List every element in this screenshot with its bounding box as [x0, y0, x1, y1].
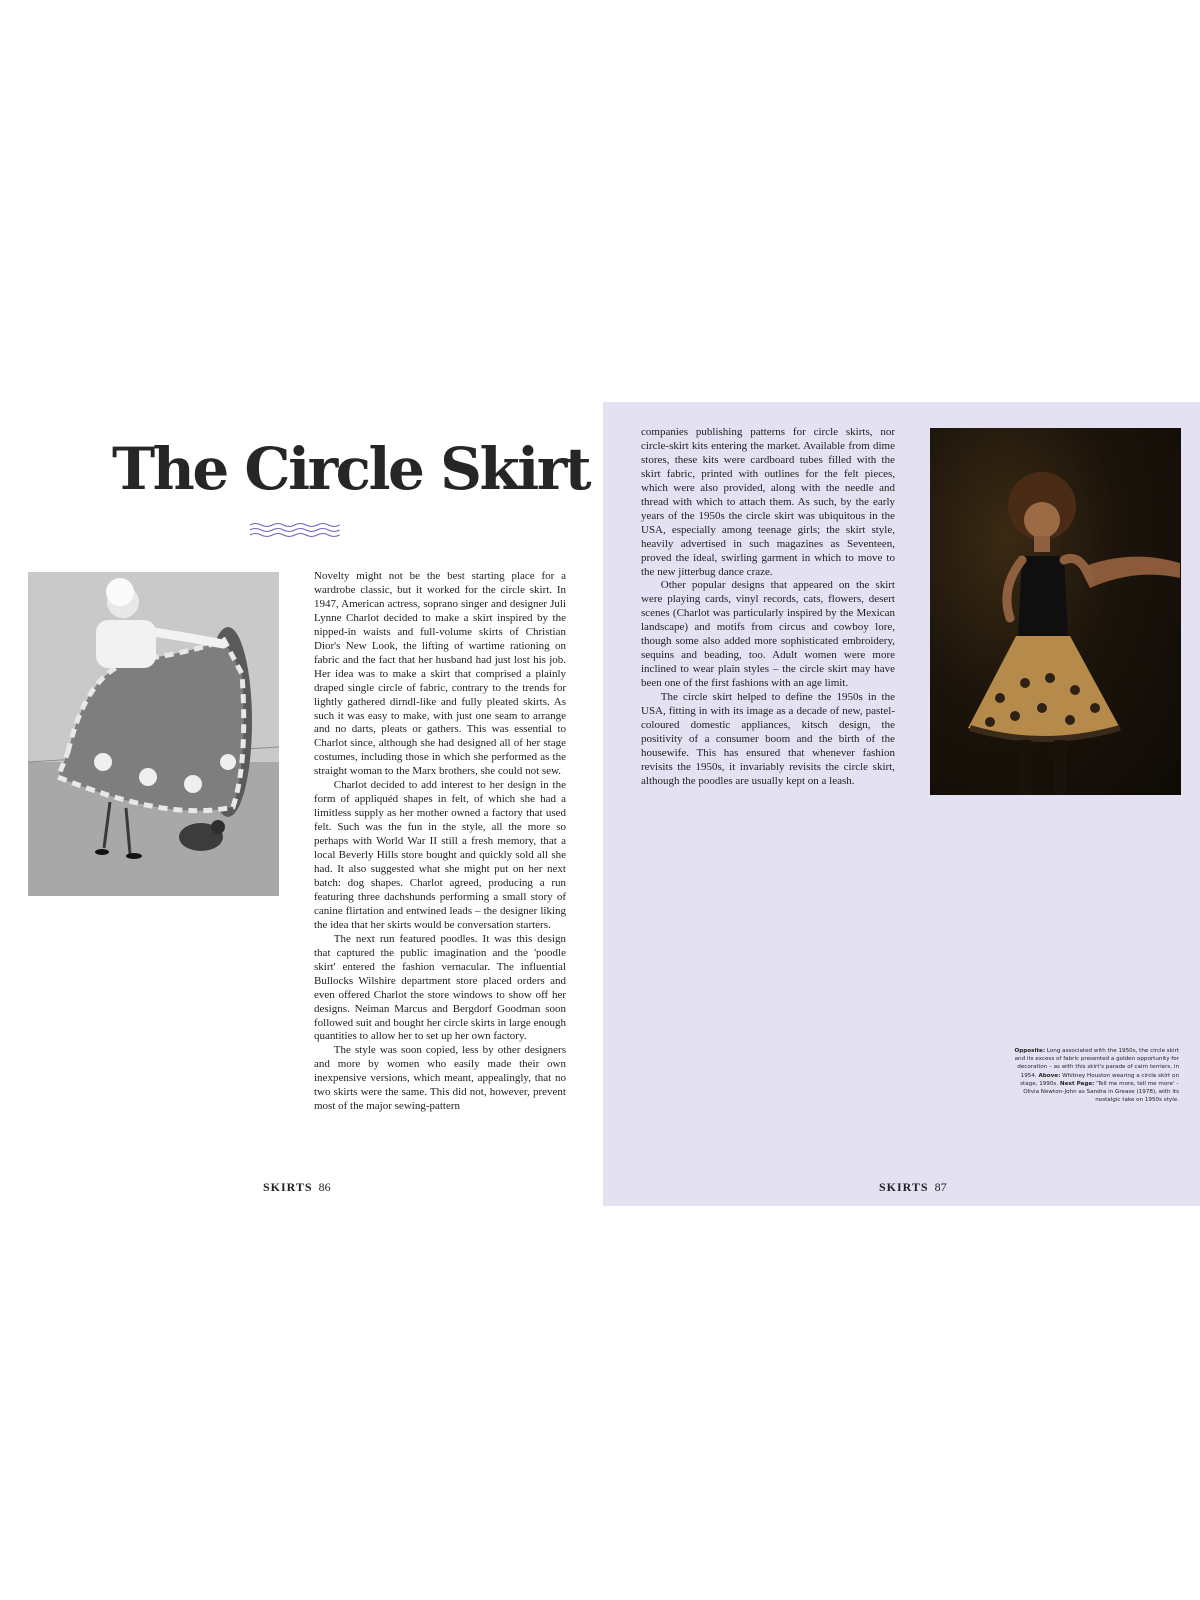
paragraph: The style was soon copied, less by other designers and more by women who easily made their own inexpensive versions, which meant, appealingly, that no two skirts were the same. This did not, however, prevent most of the major sewing-pattern [314, 1044, 566, 1113]
paragraph: companies publishing patterns for circle skirts, nor circle-skirt kits entering the market. Available from dime stores, these kits were cardboard tubes filled with the skirt fabric, printed with outlines for the felt pieces, which were also provided, along with the needle and thread with which to attach them. As such, by the early years of the 1950s the circle skirt was ubiquitous in the USA, especially among teenage girls; the skirt style, heavily advertised in such magazines as Seventeen, proved the ideal, swirling garment in which to move to the new jitterbug dance craze. [641, 426, 895, 578]
photo-caption [1003, 1047, 1179, 1104]
folio-section: SKIRTS [879, 1180, 929, 1194]
caption-text-above: Whitney Houston wearing a circle skirt on stage, 1990s. [1020, 1072, 1179, 1087]
body-text-right [641, 426, 895, 789]
paragraph: The circle skirt helped to define the 1950s in the USA, fitting in with its image as a decade of new, pastel-coloured domestic appliances, kitsch design, the positivity of a consumer boom and the birth of the housewife. This has ensured that whenever fashion revisits the 1950s, it invariably revisits the circle skirt, although the poodles are usually kept on a leash. [641, 691, 895, 787]
body-text-left [314, 570, 566, 1114]
paragraph: Novelty might not be the best starting place for a wardrobe classic, but it worked for the circle skirt. In 1947, American actress, soprano singer and designer Juli Lynne Charlot decided to make a skirt inspired by the nipped-in waists and full-volume skirts of Christian Dior's New Look, the lifting of wartime rationing on fabric and the fact that her husband had just lost his job. Her idea was to make a skirt that comprised a plainly draped single circle of fabric, contrary to the trends for lightly gathered dirndl-like and fully pleated skirts. As such it was easy to make, with just one seam to arrange and no darts, pleats or gathers. This was essential to Charlot since, although she had designed all of her stage costumes, including those in which she performed as the straight woman to the Marx brothers, she could not sew. [314, 570, 566, 778]
right-page [603, 402, 1200, 1206]
page-number: 87 [934, 1180, 947, 1194]
folio-section: SKIRTS [263, 1180, 313, 1194]
page-number: 86 [318, 1180, 331, 1194]
wave-divider-icon [250, 522, 340, 538]
left-page [0, 402, 603, 1206]
page-title: The Circle Skirt [112, 435, 590, 503]
paragraph: Other popular designs that appeared on the skirt were playing cards, vinyl records, cats, flowers, desert scenes (Charlot was particularly inspired by the Mexican landscape) and motifs from circus and cowboy lore, though some also added more sophisticated embroidery, sequins and beading, too. Adult women were more inclined to wear plain styles – the circle skirt may have been one of the first fashions with an age limit. [641, 579, 895, 690]
page-folio [879, 1180, 947, 1195]
page-folio [263, 1180, 331, 1195]
paragraph: The next run featured poodles. It was this design that captured the public imagination and the 'poodle skirt' entered the fashion vernacular. The influential Bullocks Wilshire department store placed orders and even offered Charlot the store windows to show off her designs. Neiman Marcus and Bergdorf Goodman soon followed suit and bought her circle skirts in large enough quantities to allow her to set up her own factory. [314, 932, 566, 1043]
stage-performance-photo [930, 428, 1181, 795]
caption-text-next: 'Tell me more, tell me more' – Olivia Newton-John as Sandra in Grease (1978), with its nostalgic take on 1950s style. [1023, 1080, 1179, 1104]
caption-label-opposite: Opposite: [1014, 1048, 1046, 1054]
paragraph: Charlot decided to add interest to her design in the form of appliquéd shapes in felt, of which she had a limitless supply as her mother owned a factory that used felt. Such was the fun in the style, all the more so perhaps with World War II still a fresh memory, that a local Beverly Hills store bought and quickly sold all she had. It also suggested what she might put on her next batch: dog shapes. Charlot agreed, producing a run featuring three dachshunds performing a small story of canine flirtation and entwined leads – the designer liking the idea that her skirts would be conversation starters. [314, 779, 566, 931]
caption-text-opposite: Long associated with the 1950s, the circle skirt and its excess of fabric presented a golden opportunity for decoration – as with this skirt's parade of cairn terriers, in 1954. [1014, 1048, 1179, 1079]
circle-skirt-photo [28, 572, 279, 896]
caption-label-next: Next Page: [1059, 1080, 1095, 1087]
caption-label-above: Above: [1038, 1072, 1061, 1079]
